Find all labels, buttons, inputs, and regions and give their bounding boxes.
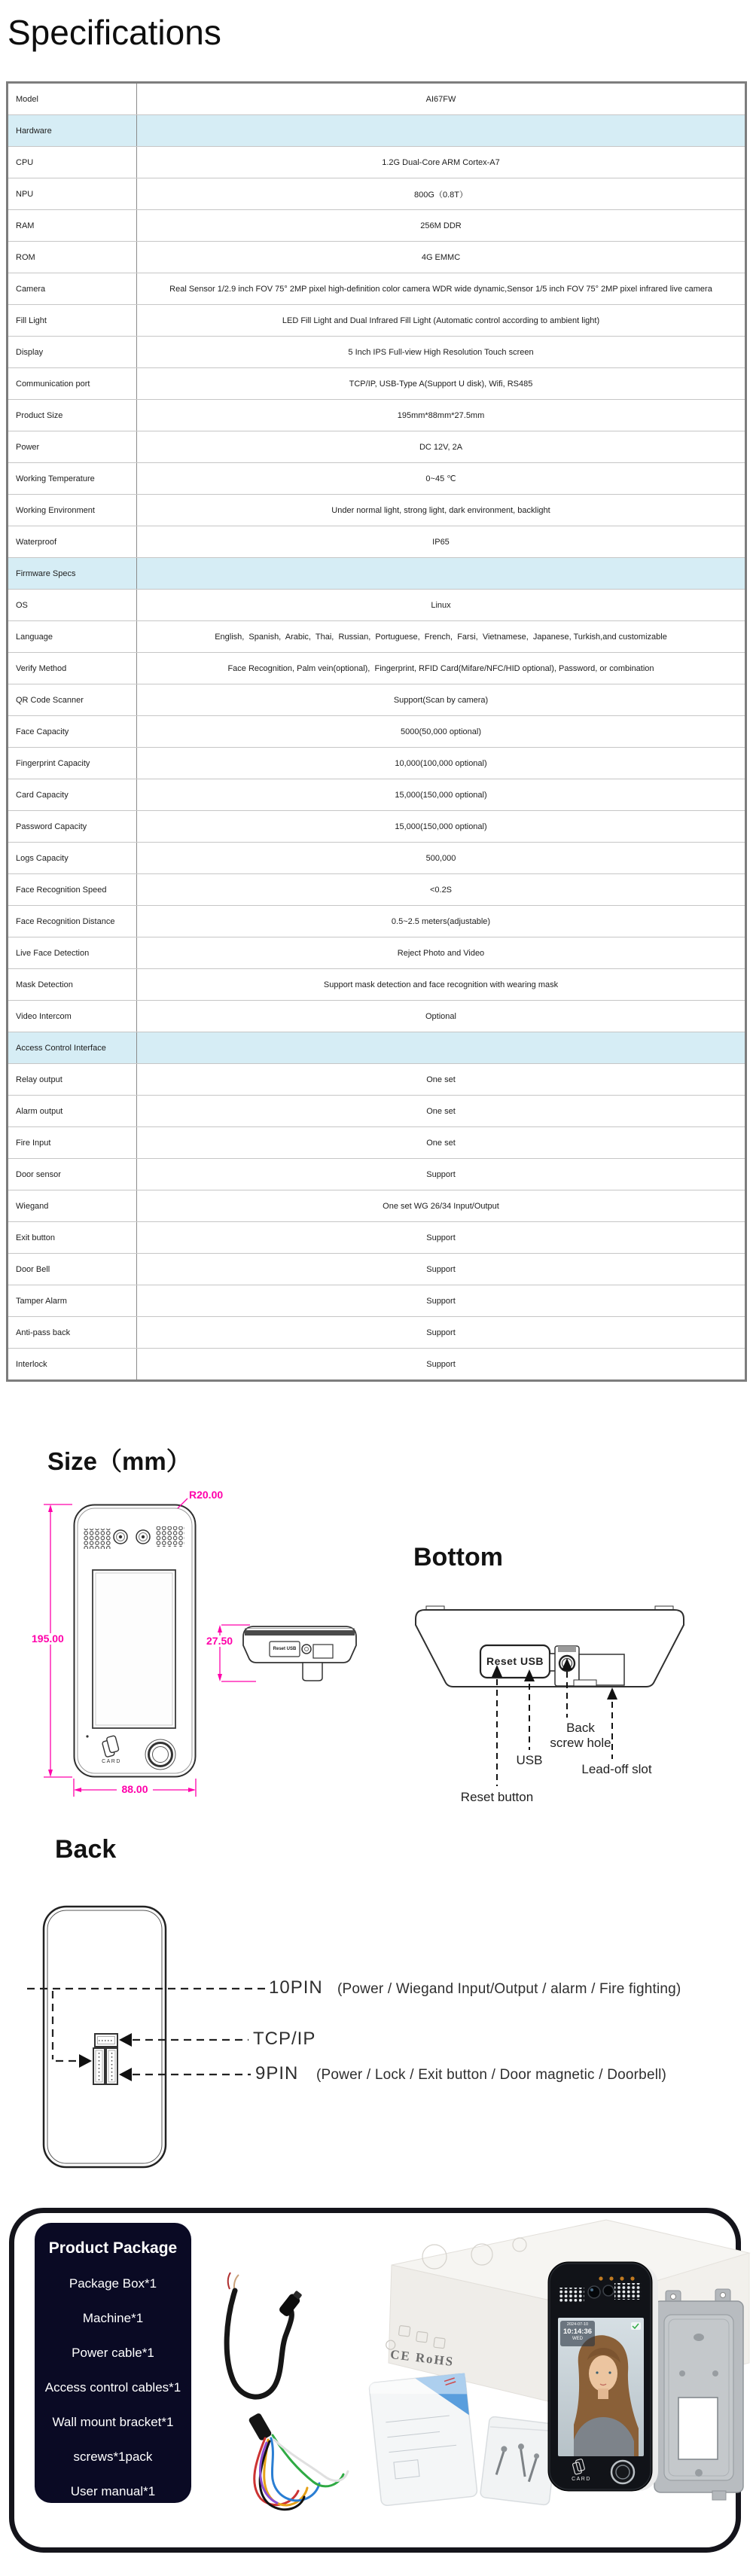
spec-label: Display	[8, 337, 137, 368]
table-row	[8, 1317, 746, 1349]
spec-value: 800G（0.8T）	[137, 178, 746, 210]
spec-value: Real Sensor 1/2.9 inch FOV 75° 2MP pixel high-definition color camera WDR wide dynamic,Sensor 1/5 inch FOV 75° 2MP pixel infrared live camera	[137, 273, 746, 305]
back-section-title: Back	[55, 1835, 117, 1864]
spec-label: Wiegand	[8, 1190, 137, 1222]
table-row	[8, 368, 746, 400]
spec-label: ROM	[8, 242, 137, 273]
spec-label: QR Code Scanner	[8, 684, 137, 716]
spec-label: Model	[8, 83, 137, 115]
spec-value: Support	[137, 1317, 746, 1349]
table-row	[8, 1349, 746, 1381]
table-row	[8, 400, 746, 431]
page-title: Specifications	[8, 13, 221, 52]
bottom-section-title: Bottom	[413, 1543, 503, 1572]
spec-label: Password Capacity	[8, 811, 137, 843]
list-item: Power cable*1	[72, 2346, 154, 2360]
table-row	[8, 147, 746, 178]
spec-label: Interlock	[8, 1349, 137, 1381]
spec-label: Communication port	[8, 368, 137, 400]
spec-value	[137, 558, 746, 590]
table-row	[8, 874, 746, 906]
table-row	[8, 1032, 746, 1064]
table-row	[8, 273, 746, 305]
spec-label: Face Recognition Distance	[8, 906, 137, 937]
callout-lead-off-slot: Lead-off slot	[581, 1762, 652, 1776]
access-cables-photo	[248, 2413, 348, 2510]
dim-width-label: 88.00	[117, 1784, 153, 1795]
spec-value	[137, 115, 746, 147]
table-row	[8, 337, 746, 368]
spec-label: Camera	[8, 273, 137, 305]
list-item: screws*1pack	[73, 2449, 153, 2464]
callout-back-screw-hole: Back screw hole	[550, 1721, 611, 1750]
spec-value: One set	[137, 1064, 746, 1096]
spec-value: Support	[137, 1349, 746, 1381]
spec-table-body	[8, 83, 746, 1381]
spec-value: Support	[137, 1254, 746, 1285]
spec-label: Power	[8, 431, 137, 463]
table-row	[8, 1064, 746, 1096]
table-row	[8, 210, 746, 242]
callout-usb: USB	[516, 1753, 543, 1767]
spec-value: 1.2G Dual-Core ARM Cortex-A7	[137, 147, 746, 178]
spec-label: Face Recognition Speed	[8, 874, 137, 906]
list-item: User manual*1	[70, 2484, 156, 2498]
spec-value: Support	[137, 1222, 746, 1254]
table-row	[8, 906, 746, 937]
spec-value: One set	[137, 1127, 746, 1159]
spec-value: 4G EMMC	[137, 242, 746, 273]
spec-label: RAM	[8, 210, 137, 242]
side-view-drawing	[243, 1626, 356, 1681]
table-row	[8, 305, 746, 337]
table-row	[8, 716, 746, 748]
package-title: Product Package	[48, 2239, 178, 2257]
list-item: Package Box*1	[69, 2276, 157, 2291]
spec-label: Product Size	[8, 400, 137, 431]
spec-label: Live Face Detection	[8, 937, 137, 969]
table-row	[8, 1222, 746, 1254]
callout-10pin-desc: (Power / Wiegand Input/Output / alarm / Fire fighting)	[337, 1981, 681, 1997]
spec-value: Reject Photo and Video	[137, 937, 746, 969]
spec-value	[137, 1032, 746, 1064]
spec-value: Support(Scan by camera)	[137, 684, 746, 716]
table-row	[8, 558, 746, 590]
box-marking-text: CE RoHS	[389, 2346, 456, 2370]
device-card-logo-text: CARD	[572, 2477, 591, 2482]
spec-value: Optional	[137, 1001, 746, 1032]
spec-label: Mask Detection	[8, 969, 137, 1001]
package-items	[45, 2276, 181, 2519]
spec-label: Logs Capacity	[8, 843, 137, 874]
spec-table	[6, 81, 747, 1382]
spec-value: English, Spanish, Arabic, Thai, Russian, Portuguese, French, Farsi, Vietnamese, Japanese, Turkish,and customizable	[137, 621, 746, 653]
table-row	[8, 1190, 746, 1222]
spec-value: DC 12V, 2A	[137, 431, 746, 463]
spec-label: Relay output	[8, 1064, 137, 1096]
spec-label: Fill Light	[8, 305, 137, 337]
spec-value: 5 Inch IPS Full-view High Resolution Touch screen	[137, 337, 746, 368]
spec-value: <0.2S	[137, 874, 746, 906]
table-row	[8, 242, 746, 273]
table-row	[8, 83, 746, 115]
dim-radius-label: R20.00	[189, 1489, 224, 1501]
spec-label: Anti-pass back	[8, 1317, 137, 1349]
screws-bag-photo	[480, 2416, 558, 2505]
spec-label: Fingerprint Capacity	[8, 748, 137, 779]
callout-9pin-desc: (Power / Lock / Exit button / Door magnetic / Doorbell)	[316, 2067, 667, 2083]
list-item: Access control cables*1	[44, 2380, 181, 2395]
spec-label: Video Intercom	[8, 1001, 137, 1032]
power-cable-photo	[227, 2273, 304, 2397]
table-row	[8, 1127, 746, 1159]
table-row	[8, 779, 746, 811]
spec-value: AI67FW	[137, 83, 746, 115]
table-row	[8, 1285, 746, 1317]
table-row	[8, 843, 746, 874]
table-row	[8, 1159, 746, 1190]
spec-label: Working Environment	[8, 495, 137, 526]
spec-label: NPU	[8, 178, 137, 210]
bottom-port-label: Reset USB	[486, 1655, 544, 1667]
table-row	[8, 969, 746, 1001]
spec-label: Tamper Alarm	[8, 1285, 137, 1317]
device-photo	[548, 2262, 658, 2491]
spec-value: LED Fill Light and Dual Infrared Fill Light (Automatic control according to ambient light)	[137, 305, 746, 337]
spec-value: Support	[137, 1159, 746, 1190]
table-row	[8, 590, 746, 621]
manual-bag-photo	[369, 2373, 477, 2506]
front-view-drawing	[75, 1505, 196, 1777]
table-row	[8, 178, 746, 210]
spec-label: Alarm output	[8, 1096, 137, 1127]
spec-value: Support mask detection and face recognition with wearing mask	[137, 969, 746, 1001]
callout-9pin: 9PIN	[255, 2063, 299, 2084]
back-view-drawing	[27, 1907, 265, 2167]
spec-value: 0~45 ℃	[137, 463, 746, 495]
table-row	[8, 748, 746, 779]
device-screen-time: 10:14:36	[562, 2328, 593, 2336]
table-row	[8, 684, 746, 716]
spec-value: 500,000	[137, 843, 746, 874]
spec-label: Firmware Specs	[8, 558, 137, 590]
table-row	[8, 115, 746, 147]
size-section-title: Size（mm）	[47, 1447, 191, 1475]
dim-height-label: 195.00	[32, 1632, 64, 1645]
spec-label: Door sensor	[8, 1159, 137, 1190]
table-row	[8, 431, 746, 463]
spec-value: 15,000(150,000 optional)	[137, 811, 746, 843]
spec-label: Verify Method	[8, 653, 137, 684]
device-screen-date: 2024-07-10	[566, 2322, 589, 2327]
table-row	[8, 621, 746, 653]
table-row	[8, 653, 746, 684]
spec-label: Face Capacity	[8, 716, 137, 748]
spec-label: Hardware	[8, 115, 137, 147]
table-row	[8, 937, 746, 969]
table-row	[8, 1096, 746, 1127]
spec-label: Card Capacity	[8, 779, 137, 811]
table-row	[8, 526, 746, 558]
spec-value: 10,000(100,000 optional)	[137, 748, 746, 779]
table-row	[8, 1001, 746, 1032]
table-row	[8, 811, 746, 843]
bracket-photo	[654, 2289, 743, 2500]
spec-value: TCP/IP, USB-Type A(Support U disk), Wifi, RS485	[137, 368, 746, 400]
spec-value: Face Recognition, Palm vein(optional), Fingerprint, RFID Card(Mifare/NFC/HID optional), Password, or combination	[137, 653, 746, 684]
spec-label: Language	[8, 621, 137, 653]
device-screen-day: WED	[572, 2337, 583, 2341]
list-item: Wall mount bracket*1	[52, 2415, 174, 2429]
spec-value: Support	[137, 1285, 746, 1317]
spec-value: Linux	[137, 590, 746, 621]
spec-label: Access Control Interface	[8, 1032, 137, 1064]
spec-label: Door Bell	[8, 1254, 137, 1285]
spec-label: CPU	[8, 147, 137, 178]
table-row	[8, 495, 746, 526]
spec-label: Waterproof	[8, 526, 137, 558]
table-row	[8, 1254, 746, 1285]
spec-value: 256M DDR	[137, 210, 746, 242]
spec-value: 0.5~2.5 meters(adjustable)	[137, 906, 746, 937]
spec-value: 15,000(150,000 optional)	[137, 779, 746, 811]
spec-label: OS	[8, 590, 137, 621]
table-row	[8, 463, 746, 495]
spec-value: 195mm*88mm*27.5mm	[137, 400, 746, 431]
spec-value: One set WG 26/34 Input/Output	[137, 1190, 746, 1222]
package-list-panel	[35, 2223, 191, 2503]
callout-tcpip: TCP/IP	[253, 2029, 316, 2049]
side-port-label: Reset USB	[273, 1647, 297, 1651]
callout-reset-button: Reset button	[460, 1790, 534, 1804]
spec-label: Exit button	[8, 1222, 137, 1254]
list-item: Machine*1	[82, 2311, 144, 2325]
callout-10pin: 10PIN	[269, 1977, 323, 1998]
spec-label: Working Temperature	[8, 463, 137, 495]
spec-label: Fire Input	[8, 1127, 137, 1159]
dim-depth-label: 27.50	[206, 1635, 233, 1647]
spec-value: 5000(50,000 optional)	[137, 716, 746, 748]
spec-value: One set	[137, 1096, 746, 1127]
front-card-logo-text: CARD	[102, 1759, 121, 1764]
spec-value: IP65	[137, 526, 746, 558]
spec-value: Under normal light, strong light, dark environment, backlight	[137, 495, 746, 526]
